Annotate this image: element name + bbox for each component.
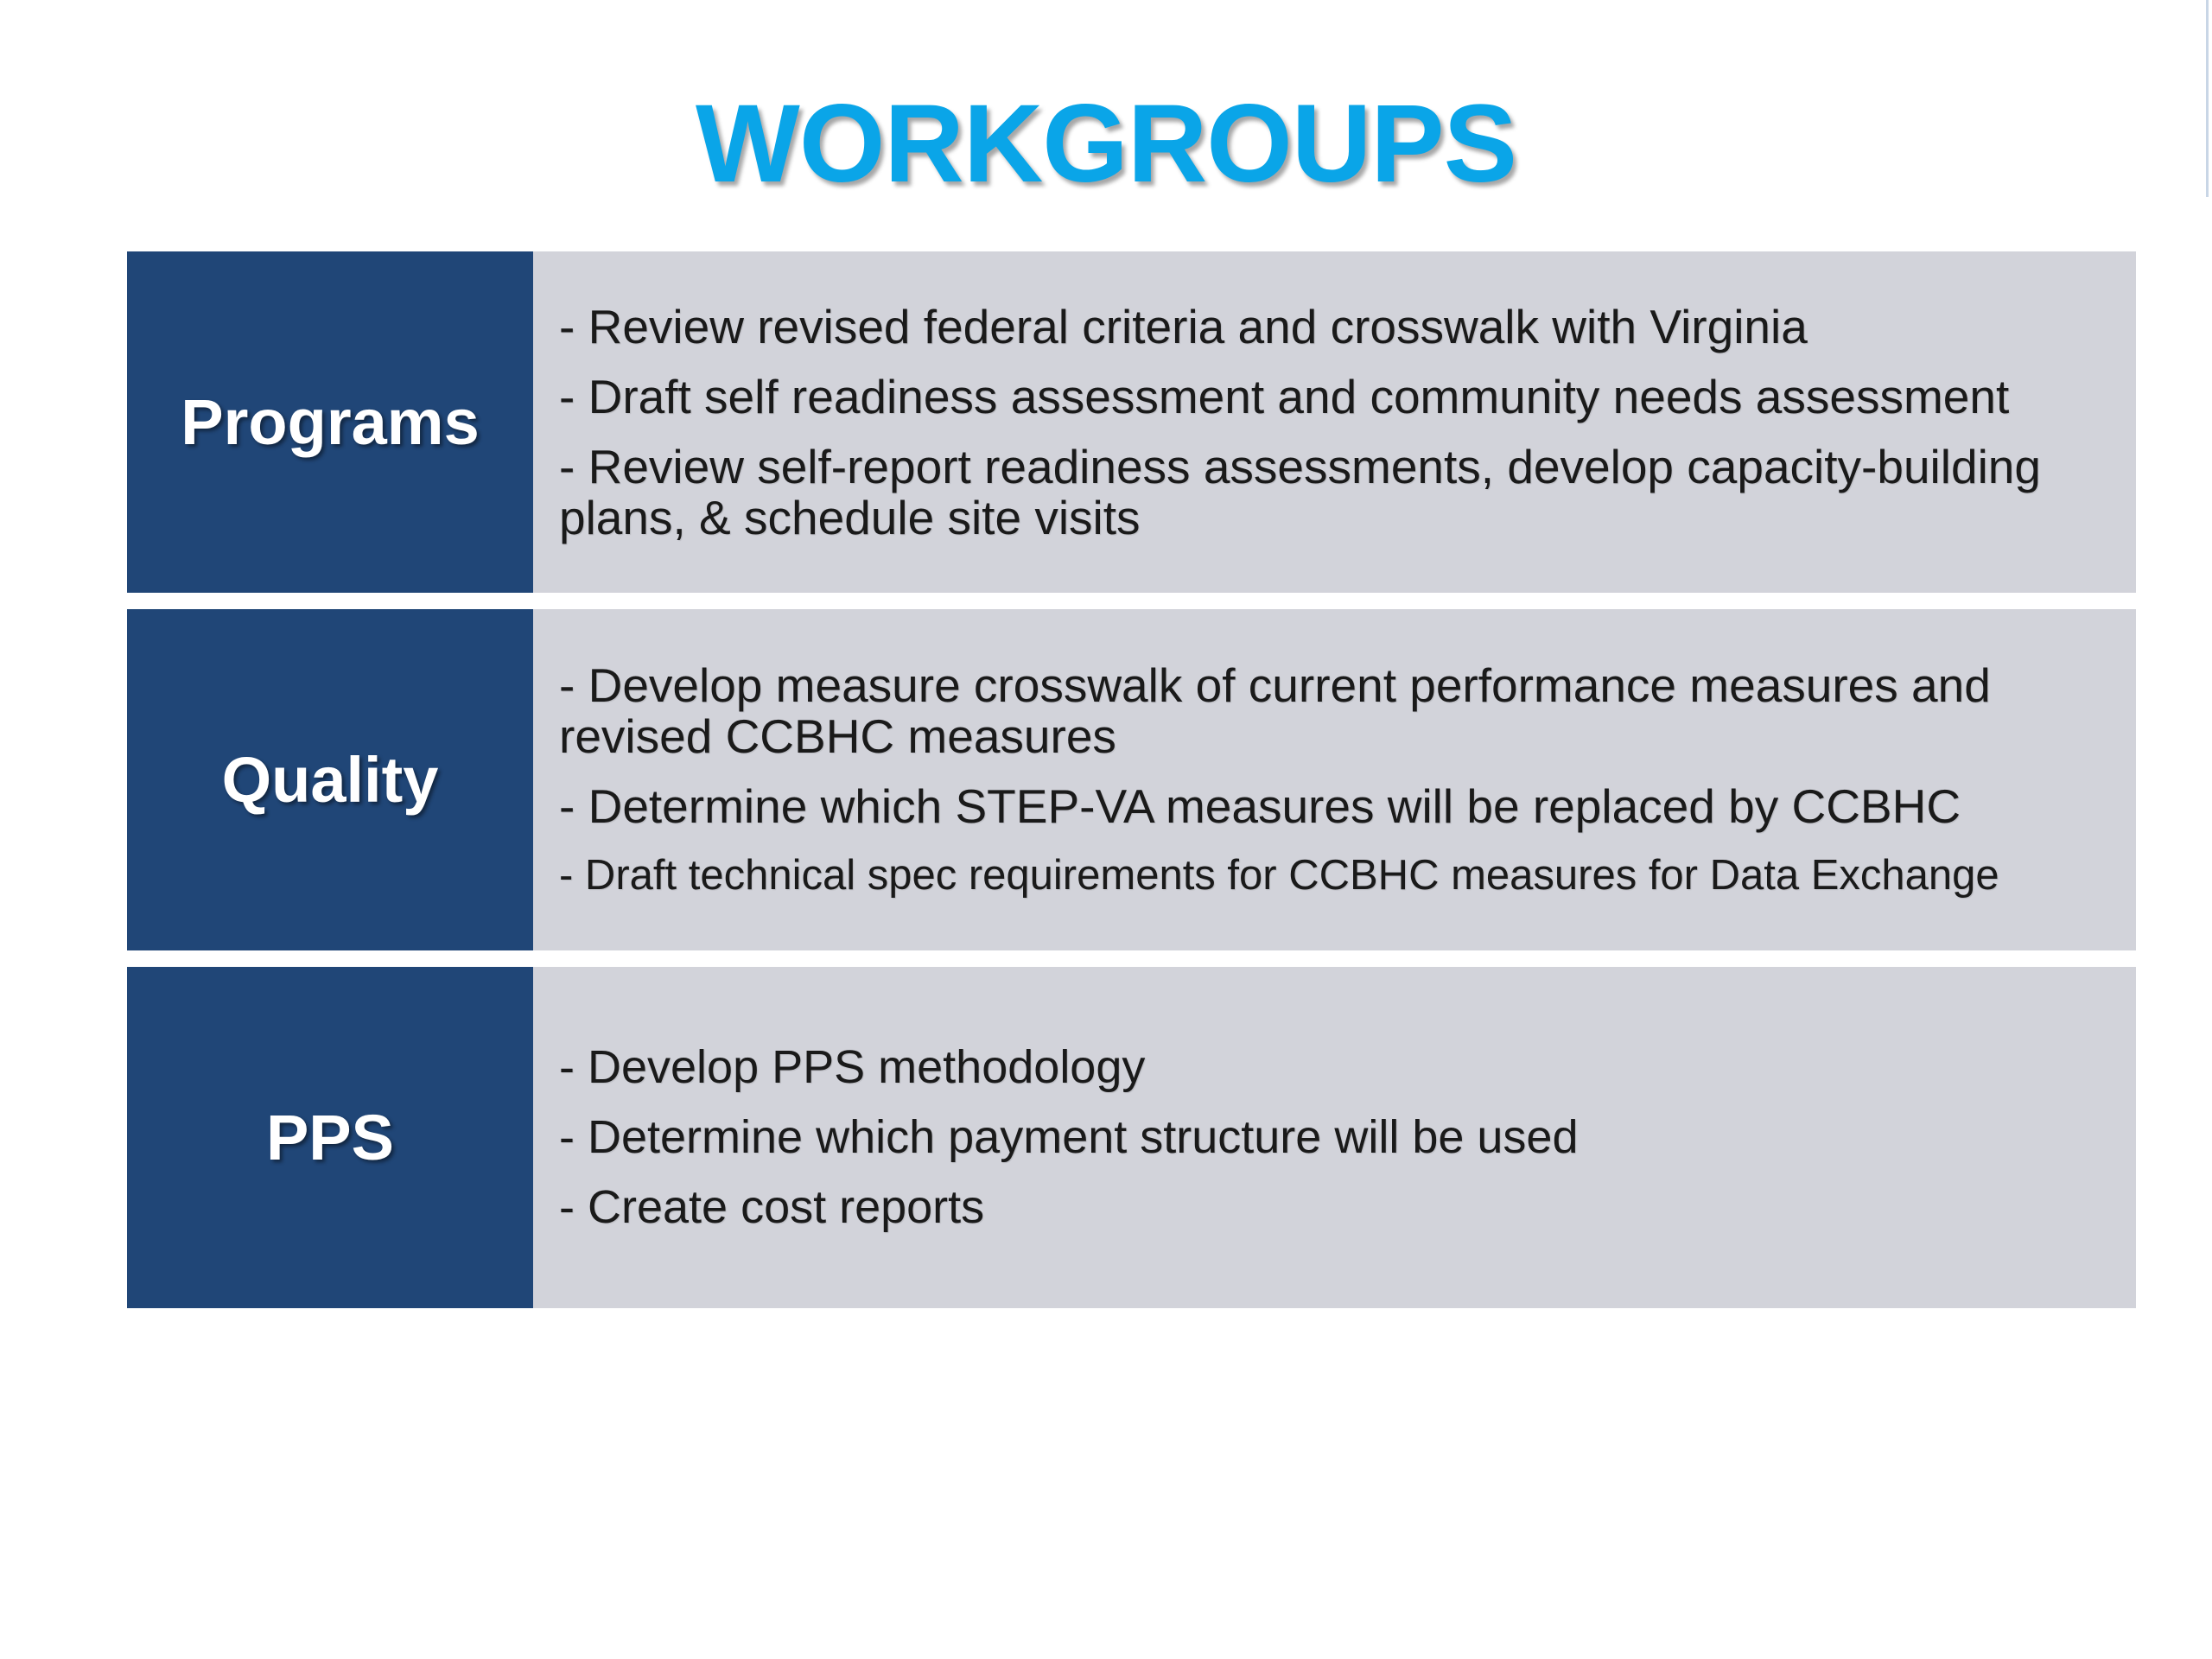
task-item: - Create cost reports [559, 1181, 985, 1233]
task-item: - Determine which STEP-VA measures will be replaced by CCBHC [559, 779, 1961, 833]
task-item: - Develop PPS methodology [559, 1041, 1146, 1093]
task-item: - Review self-report readiness assessments, develop capacity-building plans, & schedule site visits [559, 439, 2041, 544]
workgroup-tasks-programs [533, 251, 2136, 593]
workgroup-tasks-quality [533, 609, 2136, 950]
task-item: - Determine which payment structure will be used [559, 1111, 1579, 1163]
slide-title: WORKGROUPS [696, 82, 1516, 206]
workgroup-label-cell [127, 251, 533, 593]
workgroup-tasks-pps [533, 967, 2136, 1308]
task-item: - Draft self readiness assessment and community needs assessment [559, 369, 2010, 423]
workgroup-label-pps: PPS [265, 1102, 395, 1173]
task-item: - Review revised federal criteria and crosswalk with Virginia [559, 299, 1808, 353]
workgroup-label-cell [127, 609, 533, 950]
workgroup-label-programs: Programs [181, 386, 480, 458]
workgroup-label-quality: Quality [221, 744, 439, 816]
workgroup-row-programs [127, 251, 2136, 593]
task-item: - Draft technical spec requirements for CCBHC measures for Data Exchange [559, 852, 1999, 899]
workgroup-row-pps [127, 967, 2136, 1308]
task-item: - Develop measure crosswalk of current performance measures and revised CCBHC measures [559, 658, 1991, 763]
workgroup-row-quality [127, 609, 2136, 950]
workgroup-label-cell [127, 967, 533, 1308]
